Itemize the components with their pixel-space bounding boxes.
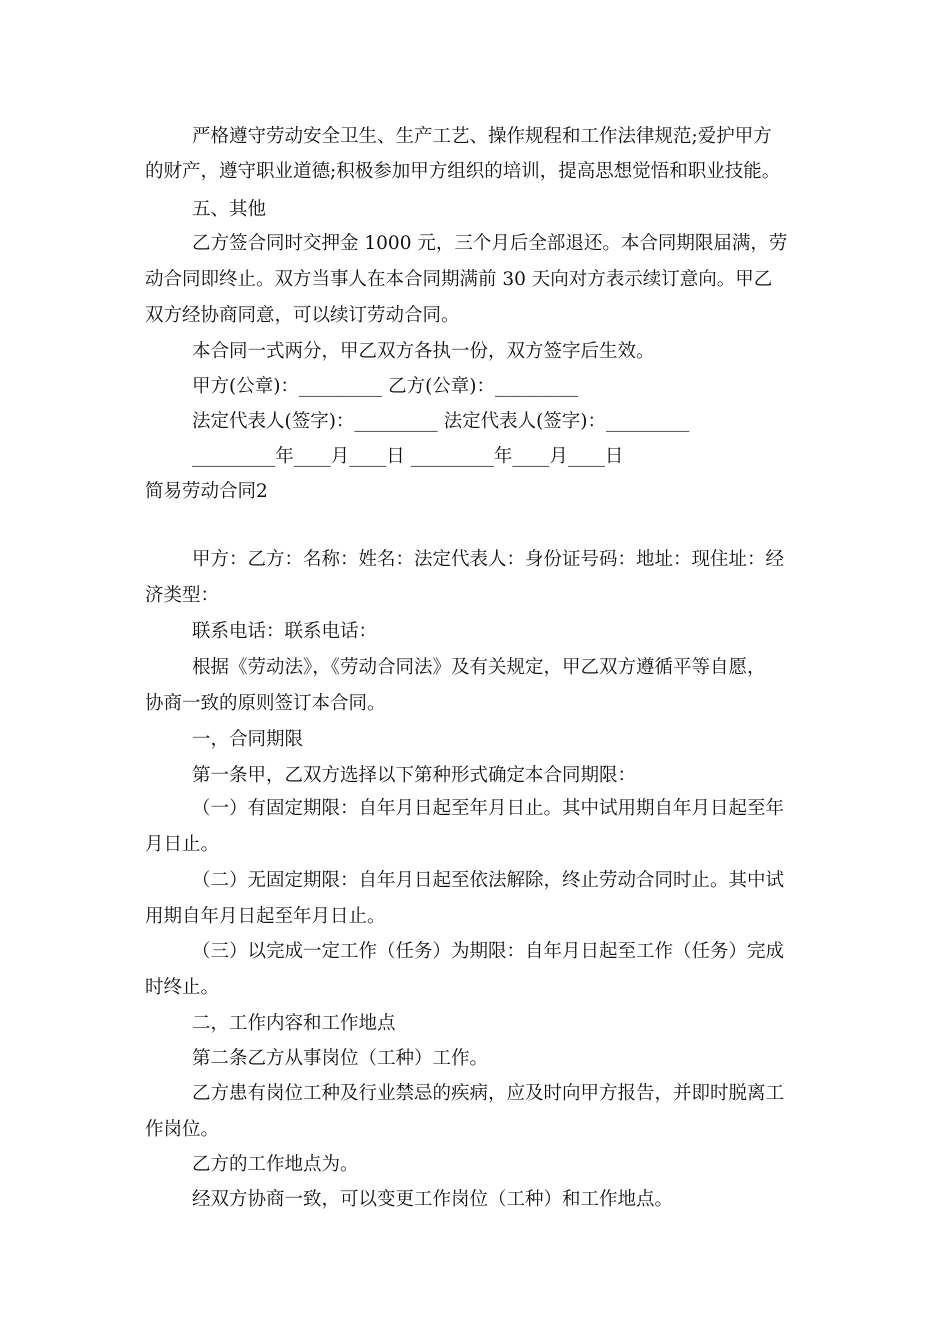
paragraph-line: 济类型：: [145, 585, 220, 606]
date-line: _________年____月____日 _________年____月____日: [192, 446, 624, 467]
paragraph-line: 本合同一式两分，甲乙双方各执一份，双方签字后生效。: [192, 341, 655, 362]
paragraph-line: 月日止。: [145, 834, 220, 855]
paragraph-line: 用期自年月日起至年月日止。: [145, 906, 386, 927]
document-title: 简易劳动合同2: [145, 481, 268, 502]
paragraph-line: 乙方的工作地点为。: [192, 1154, 359, 1175]
signature-line: 法定代表人(签字)：_________ 法定代表人(签字)：_________: [192, 411, 690, 432]
paragraph-line: 严格遵守劳动安全卫生、生产工艺、操作规程和工作法律规范;爱护甲方: [192, 126, 772, 147]
signature-line: 甲方(公章)：_________ 乙方(公章)：_________: [192, 376, 579, 397]
paragraph-line: 经双方协商一致，可以变更工作岗位（工种）和工作地点。: [192, 1189, 674, 1210]
section-heading: 二，工作内容和工作地点: [192, 1013, 396, 1034]
section-heading: 五、其他: [192, 199, 267, 220]
paragraph-line: （三）以完成一定工作（任务）为期限：自年月日起至工作（任务）完成: [192, 941, 785, 962]
paragraph-line: （一）有固定期限：自年月日起至年月日止。其中试用期自年月日起至年: [192, 798, 785, 819]
paragraph-line: 第一条甲，乙双方选择以下第种形式确定本合同期限：: [192, 765, 637, 786]
paragraph-line: 根据《劳动法》，《劳动合同法》及有关规定，甲乙双方遵循平等自愿，: [192, 657, 766, 678]
section-heading: 一，合同期限: [192, 729, 304, 750]
paragraph-line: 第二条乙方从事岗位（工种）工作。: [192, 1048, 489, 1069]
paragraph-line: 甲方：乙方：名称：姓名：法定代表人：身份证号码：地址：现住址：经: [192, 549, 785, 570]
paragraph-line: 乙方签合同时交押金 1000 元，三个月后全部退还。本合同期限届满，劳: [192, 233, 788, 254]
paragraph-line: 时终止。: [145, 977, 220, 998]
paragraph-line: 联系电话：联系电话：: [192, 621, 378, 642]
paragraph-line: 双方经协商同意，可以续订劳动合同。: [145, 305, 460, 326]
paragraph-line: 的财产，遵守职业道德;积极参加甲方组织的培训，提高思想觉悟和职业技能。: [145, 161, 781, 182]
paragraph-line: （二）无固定期限：自年月日起至依法解除，终止劳动合同时止。其中试: [192, 870, 785, 891]
paragraph-line: 动合同即终止。双方当事人在本合同期满前 30 天向对方表示续订意向。甲乙: [145, 269, 773, 290]
paragraph-line: 作岗位。: [145, 1119, 220, 1140]
paragraph-line: 乙方患有岗位工种及行业禁忌的疾病，应及时向甲方报告，并即时脱离工: [192, 1083, 785, 1104]
paragraph-line: 协商一致的原则签订本合同。: [145, 693, 386, 714]
